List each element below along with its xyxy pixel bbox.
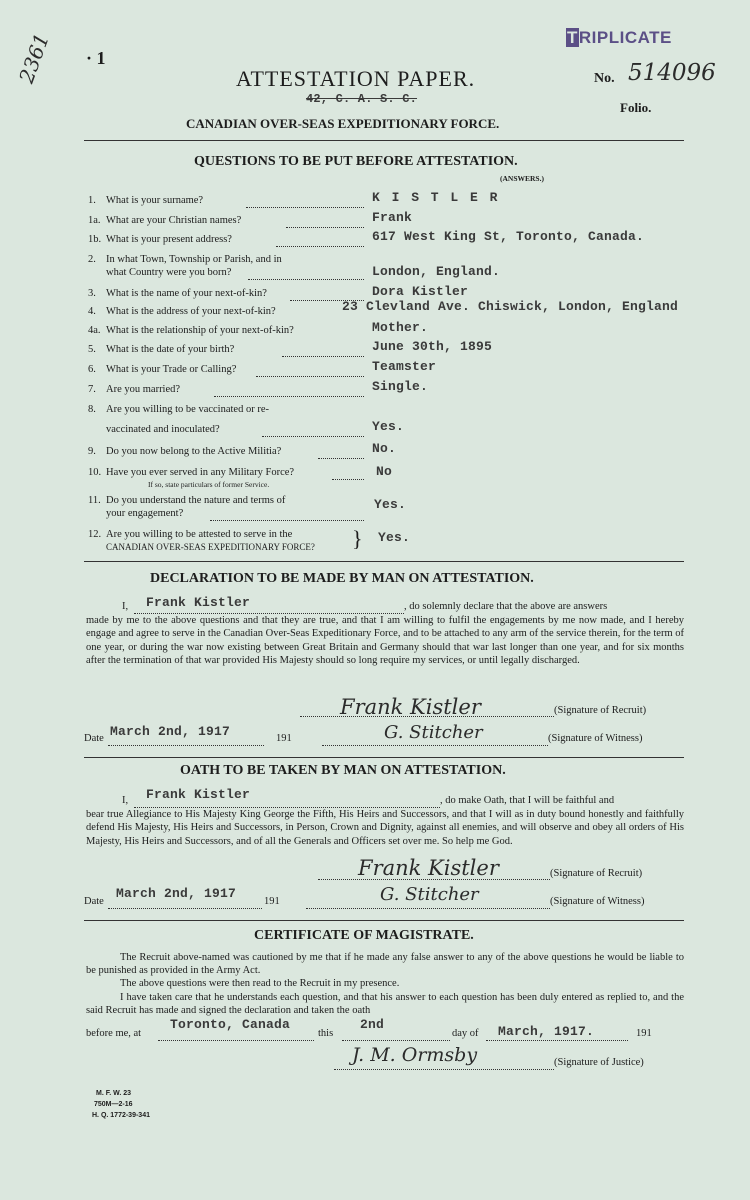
- signature-line: [318, 879, 550, 880]
- question-text-cont: your engagement?: [106, 508, 184, 519]
- certificate-place: Toronto, Canada: [170, 1017, 291, 1032]
- oath-witness-signature: G. Stitcher: [380, 884, 479, 905]
- recruit-signature-label: (Signature of Recruit): [550, 868, 643, 879]
- leader: [256, 376, 364, 377]
- question-text: What is your Trade or Calling?: [106, 364, 237, 375]
- place-line: [158, 1040, 314, 1041]
- oath-body: bear true Allegiance to His Majesty King George the Fifth, His Heirs and Successors, and that I will as in duty bound honestly and faithfully defend His Majesty, His Heirs and Successors, in Person, Crown and Dignity, against all enemies, and will observe and obey all orders of His Majesty, His Heirs and Successors, and of all the Generals and Officers set over me. So help me God.: [86, 809, 684, 847]
- before-me-label: before me, at: [86, 1028, 142, 1039]
- leader: [248, 279, 364, 280]
- year-prefix: 191: [276, 733, 292, 744]
- margin-note: 2361: [14, 30, 54, 87]
- justice-signature-label: (Signature of Justice): [554, 1057, 644, 1068]
- question-text: What is the address of your next-of-kin?: [106, 306, 276, 317]
- form-title: ATTESTATION PAPER.: [236, 66, 476, 91]
- question-text: Do you understand the nature and terms of: [106, 495, 286, 506]
- oath-recruit-signature: Frank Kistler: [358, 856, 499, 880]
- declaration-body: made by me to the above questions and that they are true, and that I am willing to fulfil the engagements by me now made, and I hereby engage and agree to serve in the Canadian Over-Seas Expeditionary Force, and to be attached to any arm of the service therein, for the term of one year, or during the war now existing between Great Britain and Germany should that war last longer than one year, and for six months after the termination of that war provided His Majesty should so long require my services, or until legally discharged.: [86, 615, 684, 667]
- question-text-cont: what Country were you born?: [106, 267, 232, 278]
- form-subtitle: CANADIAN OVER-SEAS EXPEDITIONARY FORCE.: [186, 116, 500, 131]
- answer-understand-terms: Yes.: [374, 497, 407, 512]
- question-number: 1b.: [88, 234, 102, 245]
- questions-heading: QUESTIONS TO BE PUT BEFORE ATTESTATION.: [194, 154, 518, 169]
- question-text: Are you willing to be vaccinated or re-: [106, 404, 269, 415]
- questions-rule: [84, 561, 684, 562]
- signature-line: [322, 745, 548, 746]
- answer-birthplace: London, England.: [372, 264, 501, 279]
- answer-military-service: No: [376, 464, 393, 479]
- recruit-signature-label: (Signature of Recruit): [554, 705, 647, 716]
- declaration-rule: [84, 757, 684, 758]
- declaration-first-line: , do solemnly declare that the above are answers: [404, 601, 608, 612]
- question-text: Are you willing to be attested to serve in the: [106, 529, 293, 540]
- question-text: What are your Christian names?: [106, 215, 242, 226]
- question-text-cont: CANADIAN OVER-SEAS EXPEDITIONARY FORCE?: [106, 542, 315, 552]
- leader: [332, 479, 364, 480]
- answer-militia: No.: [372, 441, 397, 456]
- certificate-month: March, 1917.: [498, 1024, 595, 1039]
- date-label: Date: [84, 733, 104, 744]
- year-prefix: 191: [264, 896, 280, 907]
- this-label: this: [318, 1028, 334, 1039]
- date-line: [108, 908, 262, 909]
- footer-line-3: H. Q. 1772-39-341: [92, 1112, 150, 1119]
- declaration-witness-signature: G. Stitcher: [384, 722, 483, 743]
- question-number: 5.: [88, 344, 96, 355]
- header-rule: [84, 140, 684, 141]
- question-text-cont: vaccinated and inoculated?: [106, 424, 220, 435]
- number-label: No.: [594, 71, 615, 86]
- question-number: 2.: [88, 254, 96, 265]
- answer-married: Single.: [372, 379, 429, 394]
- question-text: What is the name of your next-of-kin?: [106, 288, 267, 299]
- form-number-marker: · 1: [86, 48, 106, 68]
- footer-line-2: 750M—2-16: [94, 1101, 133, 1108]
- declaration-date: March 2nd, 1917: [110, 724, 231, 739]
- day-of-label: day of: [452, 1028, 479, 1039]
- answer-kin-address: 23 Clevland Ave. Chiswick, London, England: [342, 299, 679, 314]
- oath-name: Frank Kistler: [146, 787, 251, 802]
- day-line: [342, 1040, 450, 1041]
- question-text: What is your surname?: [106, 195, 204, 206]
- question-number: 4a.: [88, 325, 101, 336]
- question-number: 11.: [88, 495, 101, 506]
- declaration-heading: DECLARATION TO BE MADE BY MAN ON ATTESTATION.: [150, 571, 534, 586]
- declaration-name: Frank Kistler: [146, 595, 251, 610]
- date-line: [108, 745, 264, 746]
- question-number: 12.: [88, 529, 102, 540]
- month-line: [486, 1040, 628, 1041]
- justice-signature: J. M. Ormsby: [352, 1044, 478, 1066]
- witness-signature-label: (Signature of Witness): [548, 733, 643, 744]
- regimental-number: 514096: [628, 60, 716, 86]
- oath-heading: OATH TO BE TAKEN BY MAN ON ATTESTATION.: [180, 763, 506, 778]
- oath-date: March 2nd, 1917: [116, 886, 237, 901]
- declaration-i: I,: [122, 601, 129, 612]
- answer-trade: Teamster: [372, 359, 437, 374]
- question-text: What is the relationship of your next-of-kin?: [106, 325, 294, 336]
- certificate-year-prefix: 191: [636, 1028, 652, 1039]
- certificate-paragraph-3: I have taken care that he understands each question, and that his answer to each question has been duly entered as replied to, and the said Recruit has made and signed the declaration and taken the oath: [86, 992, 684, 1017]
- answer-next-of-kin: Dora Kistler: [372, 284, 469, 299]
- triplicate-stamp: TRIPLICATE: [567, 28, 672, 47]
- question-number: 4.: [88, 306, 96, 317]
- question-number: 3.: [88, 288, 96, 299]
- answer-address: 617 West King St, Toronto, Canada.: [372, 229, 645, 244]
- answer-surname: K I S T L E R: [372, 190, 500, 205]
- question-number: 8.: [88, 404, 96, 415]
- answer-vaccinated: Yes.: [372, 419, 405, 434]
- question-number: 9.: [88, 446, 96, 457]
- witness-signature-label: (Signature of Witness): [550, 896, 645, 907]
- answers-label: (ANSWERS.): [500, 174, 544, 183]
- signature-line: [334, 1069, 554, 1070]
- question-number: 1a.: [88, 215, 101, 226]
- leader: [210, 520, 364, 521]
- answer-relationship: Mother.: [372, 320, 429, 335]
- question-number: 6.: [88, 364, 96, 375]
- answer-birth-date: June 30th, 1895: [372, 339, 493, 354]
- oath-i: I,: [122, 795, 129, 806]
- leader: [282, 356, 364, 357]
- oath-rule: [84, 920, 684, 921]
- question-number: 1.: [88, 195, 96, 206]
- struck-unit: 42, C. A. S. C.: [306, 92, 418, 106]
- question-number: 10.: [88, 467, 102, 478]
- certificate-heading: CERTIFICATE OF MAGISTRATE.: [254, 928, 474, 943]
- question-text: What is the date of your birth?: [106, 344, 235, 355]
- date-label: Date: [84, 896, 104, 907]
- question-text: Do you now belong to the Active Militia?: [106, 446, 282, 457]
- oath-first-line: , do make Oath, that I will be faithful and: [440, 795, 615, 806]
- question-text: In what Town, Township or Parish, and in: [106, 254, 282, 265]
- footer-line-1: M. F. W. 23: [96, 1090, 132, 1097]
- certificate-paragraph-2: The above questions were then read to the Recruit in my presence.: [120, 978, 400, 989]
- leader: [276, 246, 364, 247]
- folio-label: Folio.: [620, 100, 652, 115]
- signature-line: [300, 716, 554, 717]
- certificate-day: 2nd: [360, 1017, 385, 1032]
- declaration-recruit-signature: Frank Kistler: [340, 695, 481, 719]
- brace: }: [352, 526, 363, 551]
- question-text: Have you ever served in any Military Force?: [106, 467, 295, 478]
- leader: [318, 458, 364, 459]
- signature-line: [306, 908, 550, 909]
- leader: [286, 227, 364, 228]
- certificate-paragraph-1: The Recruit above-named was cautioned by me that if he made any false answer to any of the above questions he would be liable to be punished as provided in the Army Act.: [86, 952, 684, 977]
- question-text: What is your present address?: [106, 234, 232, 245]
- question-text: Are you married?: [106, 384, 181, 395]
- answer-willing-to-serve: Yes.: [378, 530, 411, 545]
- leader: [246, 207, 364, 208]
- leader: [214, 396, 364, 397]
- question-number: 7.: [88, 384, 96, 395]
- answer-christian-names: Frank: [372, 210, 413, 225]
- question-note: If so, state particulars of former Service.: [148, 480, 270, 489]
- leader: [262, 436, 364, 437]
